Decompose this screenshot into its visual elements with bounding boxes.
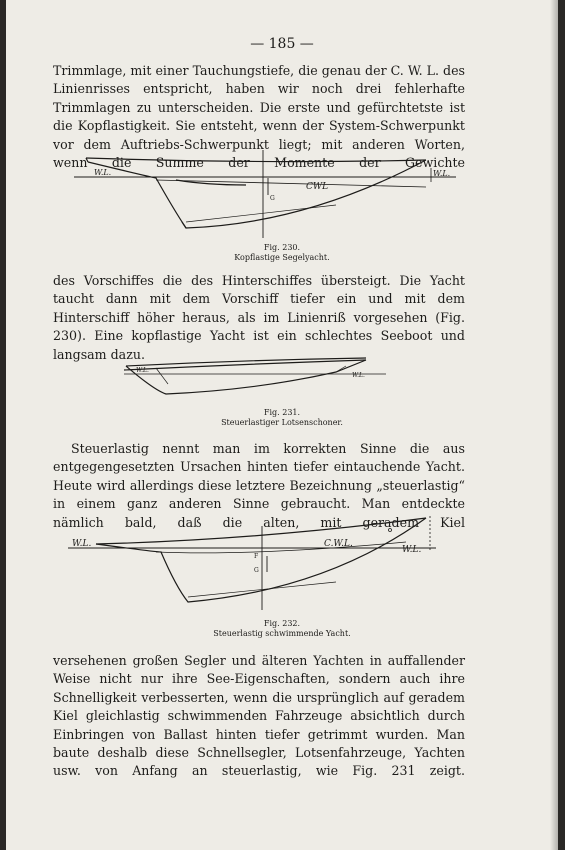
figure-231-caption (6, 408, 558, 428)
figure-230-title: Kopflastige Segelyacht. (234, 253, 330, 262)
figure-232-caption (6, 619, 558, 639)
fig231-wl-right-label: W.L. (352, 372, 365, 379)
page-number: — 185 — (250, 36, 314, 52)
fig230-g-label: G (270, 195, 275, 202)
fig230-wl-left-label: W.L. (94, 168, 112, 177)
fig232-wl-left-label: W.L. (72, 539, 92, 549)
paragraph-2: des Vorschiffes die des Hinterschiffes übersteigt. Die Yacht taucht dann mit dem Vorschiff tiefer ein und mit dem Hinterschiff höher heraus, als im Linienriß vorgesehen (Fig. 230). Eine kopflastige Yacht ist ein schlechtes Seeboot und langsam dazu. (53, 273, 465, 362)
figure-230-drawing (6, 150, 558, 240)
figure-232-number: Fig. 232. (263, 619, 301, 628)
figure-231 (6, 352, 558, 437)
figure-230-number: Fig. 230. (263, 243, 301, 252)
paragraph-4: versehenen großen Segler und älteren Yachten in auffallender Weise nicht nur ihre See-Eigenschaften, sondern auch ihre Schnelligkeit verbesserten, wenn die ursprünglich auf geradem Kiel gleichlastig schwimmenden Fahrzeuge absichtlich durch Einbringen von Ballast hinten tiefer getrimmt wurden. Man baute deshalb diese Schnellsegler, Lotsenfahrzeuge, Yachten usw. von Anfang an steuerlastig, wie Fig. 231 zeigt. (53, 653, 465, 779)
figure-232-title: Steuerlastig schwimmende Yacht. (213, 629, 351, 638)
paragraph-3: Steuerlastig nennt man im korrekten Sinne die aus entgegengesetzten Ursachen hinten tiefer eintauchende Yacht. Heute wird allerdings diese letztere Bezeichnung „steuerlastig“ in einem ganz anderen Sinne gebraucht. Man entdeckte nämlich bald, daß die alten, mit geradem Kiel (53, 441, 465, 530)
fig232-g-label: G (254, 567, 259, 574)
fig231-wl-left-label: W.L. (136, 367, 149, 374)
fig232-f-label: F (254, 553, 259, 560)
fig230-wl-right-label: W.L. (433, 169, 451, 178)
fig232-cwl-label: C.W.L. (324, 539, 353, 549)
figure-232-drawing (6, 512, 558, 612)
figure-230 (6, 150, 558, 265)
page-edge-shadow (550, 0, 558, 850)
fig230-cwl-label: CWL (306, 182, 329, 192)
book-page (6, 0, 558, 850)
figure-231-drawing (6, 352, 558, 402)
figure-231-number: Fig. 231. (263, 408, 301, 417)
figure-230-caption (6, 243, 558, 263)
paragraph-1: Trimmlage, mit einer Tauchungstiefe, die genau der C. W. L. des Linienrisses entspricht, haben wir noch drei fehlerhafte Trimmlagen zu unterscheiden. Die erste und gefürchtetste ist die Kopflastigkeit. Sie entsteht, wenn der System-Schwerpunkt vor dem Auftriebs-Schwerpunkt liegt; mit anderen Worten, wenn die Summe der Momente der Gewichte (53, 63, 465, 171)
figure-232 (6, 512, 558, 642)
fig232-wl-right-label: W.L. (402, 545, 422, 555)
figure-231-title: Steuerlastiger Lotsenschoner. (221, 418, 343, 427)
